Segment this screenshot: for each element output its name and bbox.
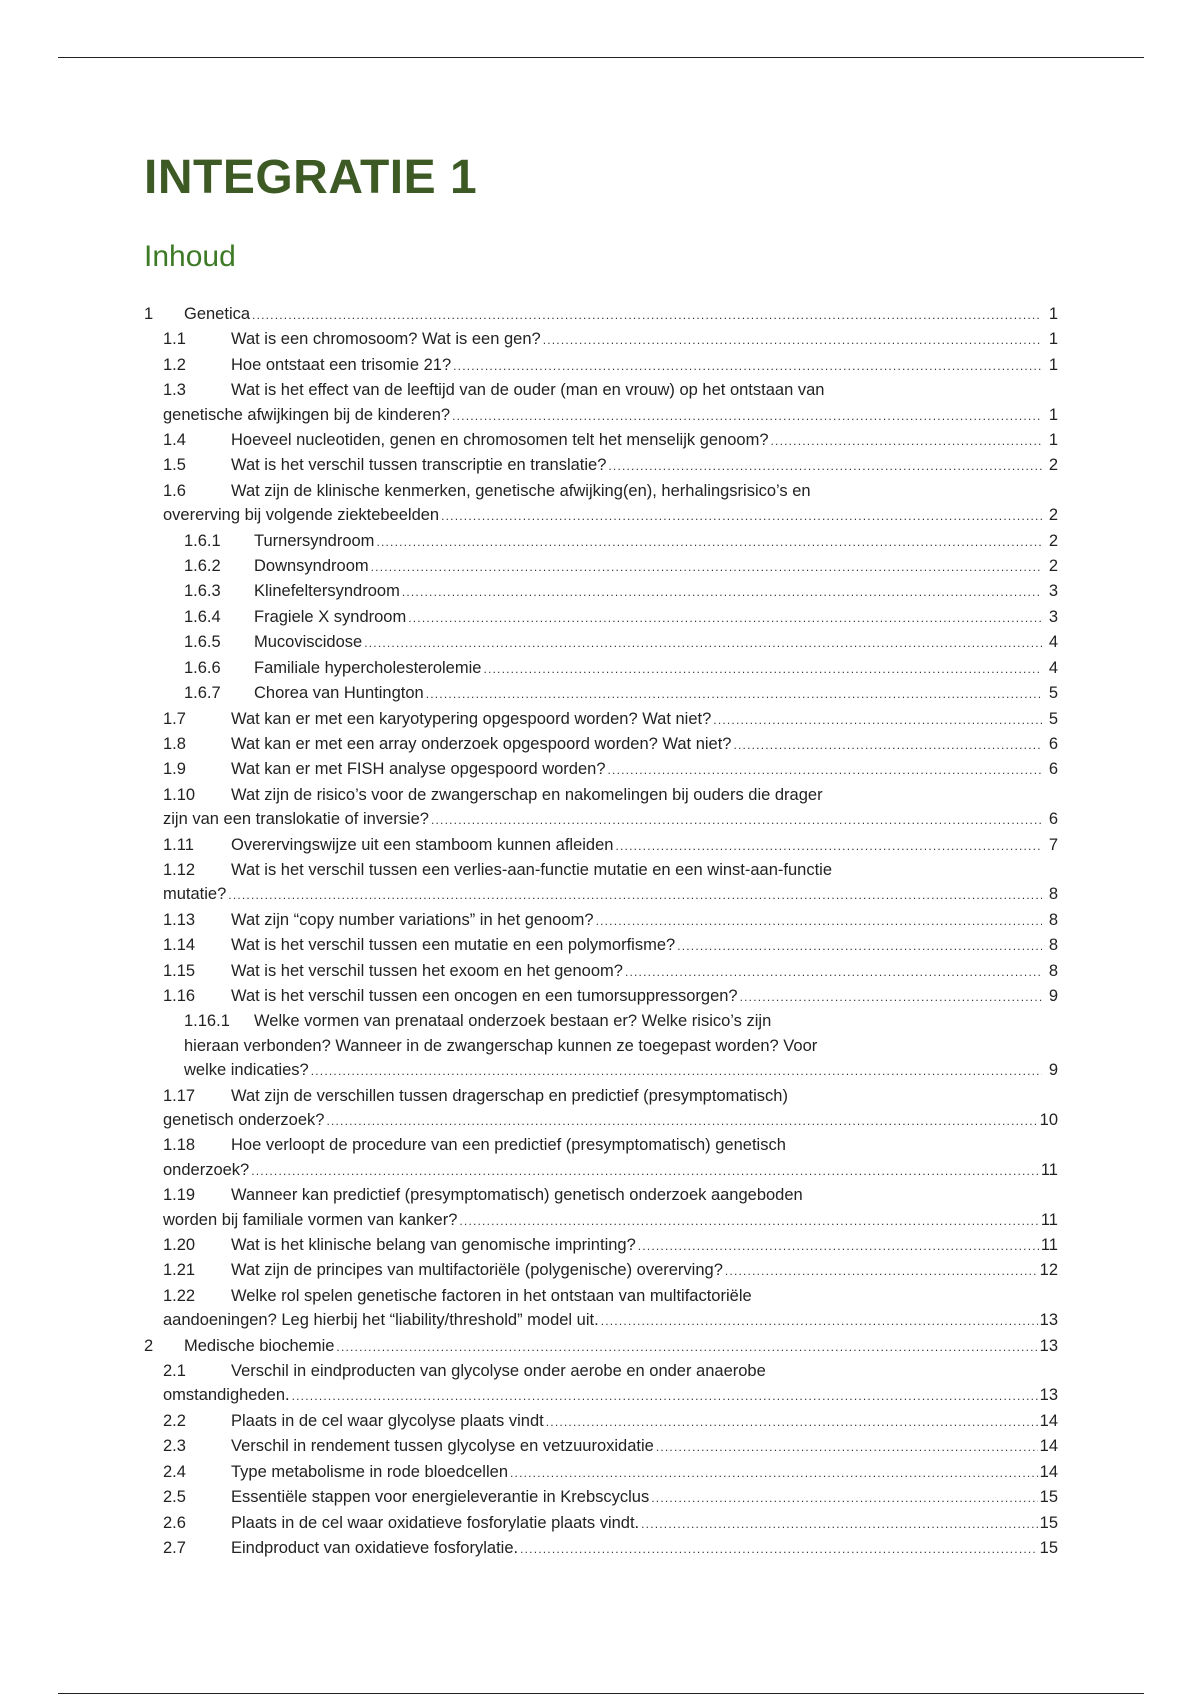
toc-entry-page: 11 <box>1040 1210 1058 1229</box>
toc-entry-page: 13 <box>1039 1336 1058 1355</box>
toc-entry-number: 2.4 <box>163 1462 186 1481</box>
dot-leader <box>740 985 1042 1009</box>
header-rule <box>58 57 1144 58</box>
dot-leader <box>520 1537 1038 1561</box>
toc-entry-1-15[interactable] <box>0 959 1200 984</box>
toc-entry-title: Hoe verloopt de procedure van een predictief (presymptomatisch) genetisch <box>231 1136 786 1155</box>
toc-entry-number: 1.5 <box>163 456 186 475</box>
toc-entry-page: 8 <box>1048 910 1058 929</box>
toc-entry-title: Wat kan er met FISH analyse opgespoord worden? <box>231 760 606 779</box>
dot-leader <box>452 404 1042 428</box>
toc-entry-number: 1.3 <box>163 381 186 400</box>
dot-leader <box>371 555 1042 579</box>
toc-entry-number: 1.20 <box>163 1236 196 1255</box>
toc-entry-page: 2 <box>1048 557 1058 576</box>
toc-entry-title: Wat is het verschil tussen het exoom en het genoom? <box>231 961 623 980</box>
toc-entry-1-8[interactable] <box>0 732 1200 757</box>
toc-entry-1-2[interactable] <box>0 353 1200 378</box>
toc-entry-page: 8 <box>1048 961 1058 980</box>
toc-entry-title: Welke vormen van prenataal onderzoek bestaan er? Welke risico’s zijn <box>254 1012 772 1031</box>
dot-leader <box>459 1209 1038 1233</box>
toc-entry-number: 1.10 <box>163 785 196 804</box>
toc-entry-page: 5 <box>1048 709 1058 728</box>
toc-entry-1-16-1[interactable] <box>0 1009 1200 1083</box>
dot-leader <box>733 733 1042 757</box>
toc-entry-1-9[interactable] <box>0 757 1200 782</box>
dot-leader <box>510 1461 1038 1485</box>
toc-entry-title-cont: genetische afwijkingen bij de kinderen? <box>163 405 451 424</box>
toc-entry-title: Genetica <box>184 305 251 323</box>
toc-entry-page: 13 <box>1039 1311 1058 1330</box>
toc-entry-page: 11 <box>1040 1160 1058 1179</box>
dot-leader <box>677 934 1042 958</box>
toc-entry-number: 1.6.2 <box>184 557 221 576</box>
toc-entry-number: 1.6.6 <box>184 658 221 677</box>
toc-entry-page: 3 <box>1048 582 1058 601</box>
toc-entry-1-12[interactable] <box>0 858 1200 908</box>
toc-entry-page: 1 <box>1048 355 1058 374</box>
dot-leader <box>713 708 1042 732</box>
toc-entry-title: Klinefeltersyndroom <box>254 582 400 601</box>
toc-heading: Inhoud <box>144 240 236 273</box>
toc-entry-page: 8 <box>1048 885 1058 904</box>
toc-entry-title: Hoeveel nucleotiden, genen en chromosomen telt het menselijk genoom? <box>231 431 769 450</box>
dot-leader <box>596 909 1042 933</box>
dot-leader <box>641 1512 1038 1536</box>
toc-entry-title: Plaats in de cel waar oxidatieve fosforylatie plaats vindt. <box>231 1513 640 1532</box>
toc-entry-1-16[interactable] <box>0 984 1200 1009</box>
dot-leader <box>426 682 1042 706</box>
toc-entry-page: 4 <box>1048 658 1058 677</box>
toc-entry-page: 7 <box>1048 835 1058 854</box>
dot-leader <box>431 808 1042 832</box>
dot-leader <box>725 1259 1038 1283</box>
dot-leader <box>336 1335 1037 1359</box>
toc-entry-page: 12 <box>1039 1261 1058 1280</box>
toc-entry-number: 1.22 <box>163 1286 196 1305</box>
toc-entry-number: 1.14 <box>163 936 196 955</box>
toc-entry-number: 1 <box>144 305 154 323</box>
toc-entry-title: Wat zijn de klinische kenmerken, genetische afwijking(en), herhalingsrisico’s en <box>231 481 811 500</box>
toc-entry-number: 1.13 <box>163 910 196 929</box>
toc-entry-1-5[interactable] <box>0 453 1200 478</box>
dot-leader <box>292 1384 1038 1408</box>
toc-entry-title: Wat is het verschil tussen een mutatie en een polymorfisme? <box>231 936 676 955</box>
toc-entry-title: Plaats in de cel waar glycolyse plaats vindt <box>231 1411 544 1430</box>
dot-leader <box>483 657 1042 681</box>
toc-entry-title: Turnersyndroom <box>254 531 375 550</box>
toc-entry-title: Verschil in eindproducten van glycolyse onder aerobe en onder anaerobe <box>231 1362 766 1381</box>
toc-entry-1-13[interactable] <box>0 908 1200 933</box>
toc-entry-2-3[interactable] <box>0 1434 1200 1459</box>
toc-entry-title: Overervingswijze uit een stamboom kunnen afleiden <box>231 835 614 854</box>
dot-leader <box>252 303 1042 327</box>
toc-entry-number: 2.6 <box>163 1513 186 1532</box>
toc-entry-page: 6 <box>1048 760 1058 779</box>
toc-entry-number: 2.5 <box>163 1488 186 1507</box>
dot-leader <box>615 834 1042 858</box>
toc-entry-page: 2 <box>1048 531 1058 550</box>
toc-entry-title: Medische biochemie <box>184 1336 335 1355</box>
toc-entry-1-6[interactable] <box>0 479 1200 529</box>
dot-leader <box>638 1234 1039 1258</box>
toc-entry-title: Verschil in rendement tussen glycolyse en vetzuuroxidatie <box>231 1437 654 1456</box>
toc-entry-number: 1.8 <box>163 734 186 753</box>
toc-entry-number: 2 <box>144 1336 154 1355</box>
toc-entry-title: Wat is het klinische belang van genomische imprinting? <box>231 1236 636 1255</box>
dot-leader <box>453 354 1042 378</box>
toc-entry-title-cont: mutatie? <box>163 885 227 904</box>
dot-leader <box>651 1486 1037 1510</box>
toc-entry-title: Familiale hypercholesterolemie <box>254 658 482 677</box>
toc-entry-number: 1.6.3 <box>184 582 221 601</box>
toc-entry-1-3[interactable] <box>0 378 1200 428</box>
toc-entry-page: 6 <box>1048 734 1058 753</box>
toc-entry-1-21[interactable] <box>0 1258 1200 1283</box>
dot-leader <box>402 580 1042 604</box>
toc-entry-title: Wat zijn de principes van multifactoriële (polygenische) overerving? <box>231 1261 723 1280</box>
toc-entry-title-cont: genetisch onderzoek? <box>163 1111 325 1129</box>
toc-entry-page: 10 <box>1039 1111 1058 1129</box>
toc-entry-title: Wat is het verschil tussen een oncogen en een tumorsuppressorgen? <box>231 986 738 1005</box>
toc-entry-number: 2.2 <box>163 1411 186 1430</box>
toc-entry-1-18[interactable] <box>0 1133 1200 1183</box>
toc-entry-page: 9 <box>1048 986 1058 1005</box>
toc-entry-page: 1 <box>1048 330 1058 349</box>
toc-entry-1[interactable] <box>0 302 1200 327</box>
toc-entry-page: 15 <box>1039 1538 1058 1557</box>
toc-entry-title-cont: zijn van een translokatie of inversie? <box>163 810 429 829</box>
toc-entry-1-4[interactable] <box>0 428 1200 453</box>
toc-entry-number: 2.7 <box>163 1538 186 1557</box>
toc-entry-title: Wat is het verschil tussen transcriptie en translatie? <box>231 456 607 475</box>
toc-entry-1-17[interactable] <box>0 1084 1200 1134</box>
toc-entry-page: 1 <box>1048 305 1058 323</box>
toc-entry-page: 9 <box>1048 1061 1058 1080</box>
toc-entry-number: 2.1 <box>163 1362 186 1381</box>
toc-entry-title-cont: hieraan verbonden? Wanneer in de zwangerschap kunnen ze toegepast worden? Voor <box>184 1036 818 1055</box>
toc-entry-1-20[interactable] <box>0 1233 1200 1258</box>
toc-entry-title: Chorea van Huntington <box>254 684 424 703</box>
toc-entry-title: Essentiële stappen voor energieleverantie in Krebscyclus <box>231 1488 650 1507</box>
toc-entry-title-cont: omstandigheden. <box>163 1386 290 1405</box>
toc-entry-title: Wat is het verschil tussen een verlies-aan-functie mutatie en een winst-aan-functie <box>231 860 833 879</box>
toc-entry-number: 1.1 <box>163 330 186 349</box>
toc-entry-page: 8 <box>1048 936 1058 955</box>
toc-entry-title: Wat zijn de verschillen tussen dragerschap en predictief (presymptomatisch) <box>231 1086 788 1105</box>
toc-entry-1-6-6[interactable] <box>0 656 1200 681</box>
toc-entry-number: 1.19 <box>163 1186 196 1205</box>
toc-entry-title-cont: worden bij familiale vormen van kanker? <box>163 1210 458 1229</box>
toc-entry-page: 5 <box>1048 684 1058 703</box>
toc-entry-title: Type metabolisme in rode bloedcellen <box>231 1462 508 1481</box>
toc-entry-title: Downsyndroom <box>254 557 369 576</box>
toc-entry-title: Wat kan er met een karyotypering opgespoord worden? Wat niet? <box>231 709 712 728</box>
toc-entry-title: Wat is het effect van de leeftijd van de ouder (man en vrouw) op het ontstaan van <box>231 381 825 400</box>
toc-entry-1-11[interactable] <box>0 833 1200 858</box>
toc-entry-number: 1.16.1 <box>184 1012 230 1031</box>
toc-entry-title: Wanneer kan predictief (presymptomatisch) genetisch onderzoek aangeboden <box>231 1186 803 1205</box>
toc-entry-1-19[interactable] <box>0 1183 1200 1233</box>
dot-leader <box>441 504 1042 528</box>
dot-leader <box>326 1109 1037 1133</box>
toc-entry-number: 1.9 <box>163 760 186 779</box>
toc-entry-page: 1 <box>1048 405 1058 424</box>
toc-entry-title: Welke rol spelen genetische factoren in het ontstaan van multifactoriële <box>231 1286 752 1305</box>
toc-entry-number: 1.4 <box>163 431 186 450</box>
toc-entry-1-6-1[interactable] <box>0 529 1200 554</box>
toc-entry-page: 2 <box>1048 456 1058 475</box>
toc-entry-1-6-7[interactable] <box>0 681 1200 706</box>
toc-entry-page: 6 <box>1048 810 1058 829</box>
dot-leader <box>408 606 1042 630</box>
toc-entry-2-1[interactable] <box>0 1359 1200 1409</box>
dot-leader <box>311 1059 1042 1083</box>
toc-entry-title: Wat is een chromosoom? Wat is een gen? <box>231 330 541 349</box>
toc-entry-number: 1.6 <box>163 481 186 500</box>
table-of-contents <box>0 302 1200 1561</box>
dot-leader <box>251 1159 1039 1183</box>
toc-entry-2[interactable] <box>0 1334 1200 1359</box>
toc-entry-number: 1.7 <box>163 709 186 728</box>
toc-entry-page: 11 <box>1040 1236 1058 1255</box>
toc-entry-2-2[interactable] <box>0 1409 1200 1434</box>
toc-entry-page: 13 <box>1039 1386 1058 1405</box>
toc-entry-number: 1.6.1 <box>184 531 221 550</box>
toc-entry-title: Eindproduct van oxidatieve fosforylatie. <box>231 1538 519 1557</box>
toc-entry-page: 15 <box>1039 1488 1058 1507</box>
toc-entry-2-4[interactable] <box>0 1460 1200 1485</box>
dot-leader <box>608 758 1043 782</box>
dot-leader <box>228 883 1042 907</box>
toc-entry-number: 1.6.5 <box>184 633 221 652</box>
toc-entry-page: 14 <box>1039 1462 1058 1481</box>
toc-entry-title-cont: welke indicaties? <box>184 1061 309 1080</box>
toc-entry-title: Wat kan er met een array onderzoek opgespoord worden? Wat niet? <box>231 734 732 753</box>
toc-entry-title: Wat zijn “copy number variations” in het genoom? <box>231 910 594 929</box>
document-title: INTEGRATIE 1 <box>144 151 478 204</box>
toc-entry-2-6[interactable] <box>0 1511 1200 1536</box>
toc-entry-title: Wat zijn de risico’s voor de zwangerschap en nakomelingen bij ouders die drager <box>231 785 823 804</box>
dot-leader <box>376 530 1042 554</box>
toc-entry-page: 1 <box>1048 431 1058 450</box>
toc-entry-2-7[interactable] <box>0 1536 1200 1561</box>
toc-entry-number: 1.11 <box>163 835 194 854</box>
toc-entry-1-1[interactable] <box>0 327 1200 352</box>
toc-entry-page: 3 <box>1048 607 1058 626</box>
toc-entry-page: 4 <box>1048 633 1058 652</box>
dot-leader <box>771 429 1043 453</box>
toc-entry-number: 2.3 <box>163 1437 186 1456</box>
toc-entry-1-6-4[interactable] <box>0 605 1200 630</box>
toc-entry-number: 1.21 <box>163 1261 196 1280</box>
dot-leader <box>601 1309 1038 1333</box>
toc-entry-title-cont: overerving bij volgende ziektebeelden <box>163 506 440 525</box>
toc-entry-title: Mucoviscidose <box>254 633 363 652</box>
dot-leader <box>546 1410 1038 1434</box>
toc-entry-number: 1.12 <box>163 860 196 879</box>
toc-entry-number: 1.6.7 <box>184 684 221 703</box>
toc-entry-page: 2 <box>1048 506 1058 525</box>
toc-entry-1-7[interactable] <box>0 707 1200 732</box>
toc-entry-page: 14 <box>1039 1411 1058 1430</box>
dot-leader <box>656 1435 1038 1459</box>
toc-entry-title-cont: onderzoek? <box>163 1160 250 1179</box>
dot-leader <box>625 960 1042 984</box>
toc-entry-title: Hoe ontstaat een trisomie 21? <box>231 355 452 374</box>
dot-leader <box>543 328 1042 352</box>
toc-entry-number: 1.17 <box>163 1086 196 1105</box>
dot-leader <box>608 454 1042 478</box>
dot-leader <box>364 631 1042 655</box>
toc-entry-1-10[interactable] <box>0 783 1200 833</box>
footer-rule <box>58 1693 1144 1694</box>
toc-entry-1-6-3[interactable] <box>0 579 1200 604</box>
toc-entry-2-5[interactable] <box>0 1485 1200 1510</box>
toc-entry-page: 15 <box>1039 1513 1058 1532</box>
toc-entry-1-14[interactable] <box>0 933 1200 958</box>
toc-entry-number: 1.15 <box>163 961 196 980</box>
toc-entry-number: 1.18 <box>163 1136 196 1155</box>
toc-entry-number: 1.6.4 <box>184 607 221 626</box>
toc-entry-number: 1.2 <box>163 355 186 374</box>
toc-entry-title: Fragiele X syndroom <box>254 607 407 626</box>
toc-entry-title-cont: aandoeningen? Leg hierbij het “liability/threshold” model uit. <box>163 1311 599 1330</box>
toc-entry-1-6-2[interactable] <box>0 554 1200 579</box>
toc-entry-page: 14 <box>1039 1437 1058 1456</box>
toc-entry-1-22[interactable] <box>0 1284 1200 1334</box>
toc-entry-1-6-5[interactable] <box>0 630 1200 655</box>
toc-entry-number: 1.16 <box>163 986 196 1005</box>
